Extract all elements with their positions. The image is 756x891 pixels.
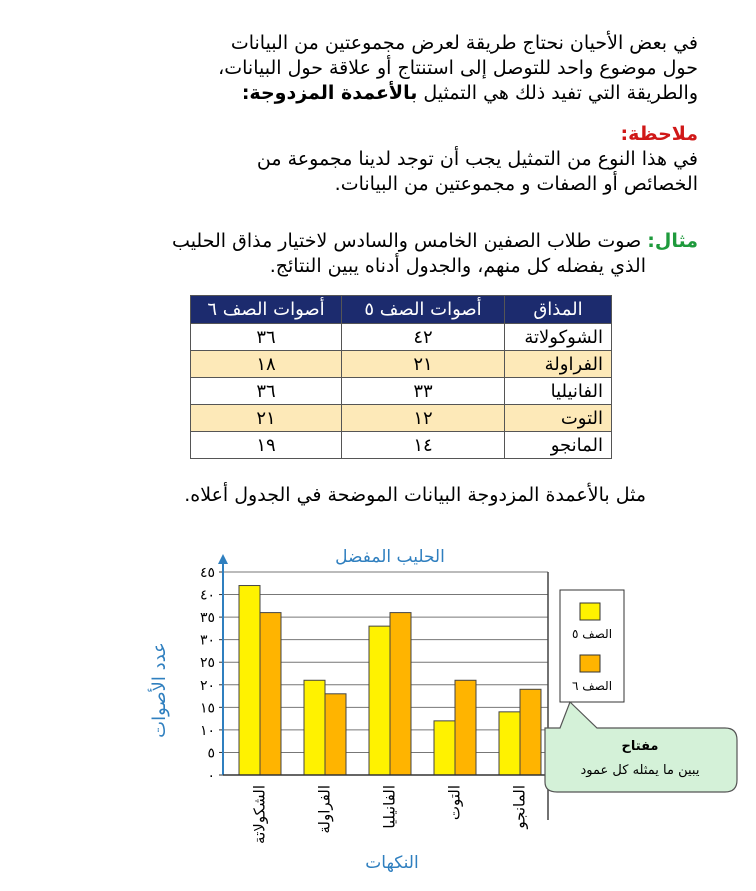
y-tick-label: ٥ bbox=[207, 745, 215, 762]
bar-grade6 bbox=[520, 689, 541, 775]
intro-line-2: حول موضوع واحد للتوصل إلى استنتاج أو علاقة حول البيانات، bbox=[218, 57, 698, 79]
x-axis-label: النكهات bbox=[365, 853, 419, 873]
table-cell-grade6: ١٩ bbox=[191, 432, 342, 459]
y-tick-label: ٤٥ bbox=[199, 565, 215, 581]
header-flavor: المذاق bbox=[505, 296, 612, 324]
table-row bbox=[191, 405, 612, 432]
bar-grade6 bbox=[390, 613, 411, 775]
legend-swatch-grade5 bbox=[580, 603, 600, 620]
y-tick-label: ١٠ bbox=[199, 722, 215, 739]
bar-grade6 bbox=[325, 694, 346, 775]
header-grade6: أصوات الصف ٦ bbox=[191, 296, 342, 324]
table-cell-grade6: ٣٦ bbox=[191, 378, 342, 405]
table-cell-grade5: ٤٢ bbox=[342, 324, 505, 351]
y-tick-label: ٢٠ bbox=[199, 677, 215, 694]
y-tick-label: ٣٥ bbox=[199, 610, 215, 627]
y-tick-labels bbox=[200, 565, 223, 784]
key-title: مفتاح bbox=[621, 739, 659, 754]
y-tick-label: ٤٠ bbox=[199, 587, 215, 604]
category-label: الفراولة bbox=[315, 785, 334, 834]
table-row bbox=[191, 351, 612, 378]
category-label: المانجو bbox=[510, 785, 529, 829]
intro-line-3 bbox=[58, 81, 698, 106]
bars bbox=[239, 586, 541, 775]
category-labels bbox=[251, 785, 529, 844]
table-row bbox=[191, 324, 612, 351]
y-tick-label: ٢٥ bbox=[199, 655, 215, 672]
bar-grade5 bbox=[239, 586, 260, 775]
y-tick-label: ٠ bbox=[207, 768, 215, 784]
legend-swatch-grade6 bbox=[580, 655, 600, 672]
y-tick-label: ٣٠ bbox=[199, 632, 215, 649]
table-cell-flavor: المانجو bbox=[505, 432, 612, 459]
example-line-1-text: صوت طلاب الصفين الخامس والسادس لاختيار مذاق الحليب bbox=[172, 230, 648, 252]
table-cell-grade6: ٢١ bbox=[191, 405, 342, 432]
intro-term-bold: بالأعمدة المزدوجة: bbox=[241, 82, 418, 104]
table-cell-flavor: الفانيليا bbox=[505, 378, 612, 405]
category-label: الفانيليا bbox=[380, 785, 399, 829]
exercise-question: مثل بالأعمدة المزدوجة البيانات الموضحة في الجدول أعلاه. bbox=[184, 484, 646, 506]
table-cell-grade6: ١٨ bbox=[191, 351, 342, 378]
table-cell-flavor: الشوكولاتة bbox=[505, 324, 612, 351]
table-row bbox=[191, 378, 612, 405]
header-grade5: أصوات الصف ٥ bbox=[342, 296, 505, 324]
bar-grade5 bbox=[499, 712, 520, 775]
table-row bbox=[191, 432, 612, 459]
key-text: يبين ما يمثله كل عمود bbox=[580, 763, 700, 778]
bar-grade6 bbox=[260, 613, 281, 775]
intro-line-1: في بعض الأحيان نحتاج طريقة لعرض مجموعتين من البيانات bbox=[230, 32, 698, 54]
table-cell-grade6: ٣٦ bbox=[191, 324, 342, 351]
legend-label-grade5: الصف ٥ bbox=[571, 627, 613, 641]
example-block bbox=[58, 229, 698, 279]
double-bar-chart bbox=[0, 530, 756, 891]
table-cell-flavor: التوت bbox=[505, 405, 612, 432]
category-label: الشكولاتة bbox=[250, 785, 269, 844]
note-line-1: في هذا النوع من التمثيل يجب أن توجد لدينا مجموعة من bbox=[256, 148, 698, 170]
table-header-row bbox=[191, 296, 612, 324]
chart-title: الحليب المفضل bbox=[335, 547, 445, 567]
example-heading: مثال: bbox=[647, 230, 698, 252]
table-cell-grade5: ٣٣ bbox=[342, 378, 505, 405]
bar-grade5 bbox=[434, 721, 455, 775]
example-line-2: الذي يفضله كل منهم، والجدول أدناه يبين النتائج. bbox=[269, 255, 646, 277]
note-line-2: الخصائص أو الصفات و مجموعتين من البيانات. bbox=[334, 173, 698, 195]
table-cell-grade5: ١٢ bbox=[342, 405, 505, 432]
note-heading: ملاحظة: bbox=[620, 123, 698, 145]
table-cell-flavor: الفراولة bbox=[505, 351, 612, 378]
bar-grade6 bbox=[455, 680, 476, 775]
votes-table bbox=[190, 295, 612, 459]
note-block bbox=[58, 122, 698, 197]
intro-line-3-text: والطريقة التي تفيد ذلك هي التمثيل bbox=[417, 82, 698, 104]
intro-paragraph bbox=[58, 31, 698, 106]
bar-grade5 bbox=[304, 680, 325, 775]
table-cell-grade5: ٢١ bbox=[342, 351, 505, 378]
y-axis-arrow bbox=[218, 554, 228, 564]
legend-label-grade6: الصف ٦ bbox=[571, 679, 613, 693]
category-label: التوت bbox=[445, 785, 464, 821]
y-axis-label: عدد الأصوات bbox=[149, 642, 170, 738]
y-tick-label: ١٥ bbox=[199, 700, 215, 717]
bar-grade5 bbox=[369, 626, 390, 775]
example-line-1 bbox=[58, 229, 698, 254]
table-cell-grade5: ١٤ bbox=[342, 432, 505, 459]
